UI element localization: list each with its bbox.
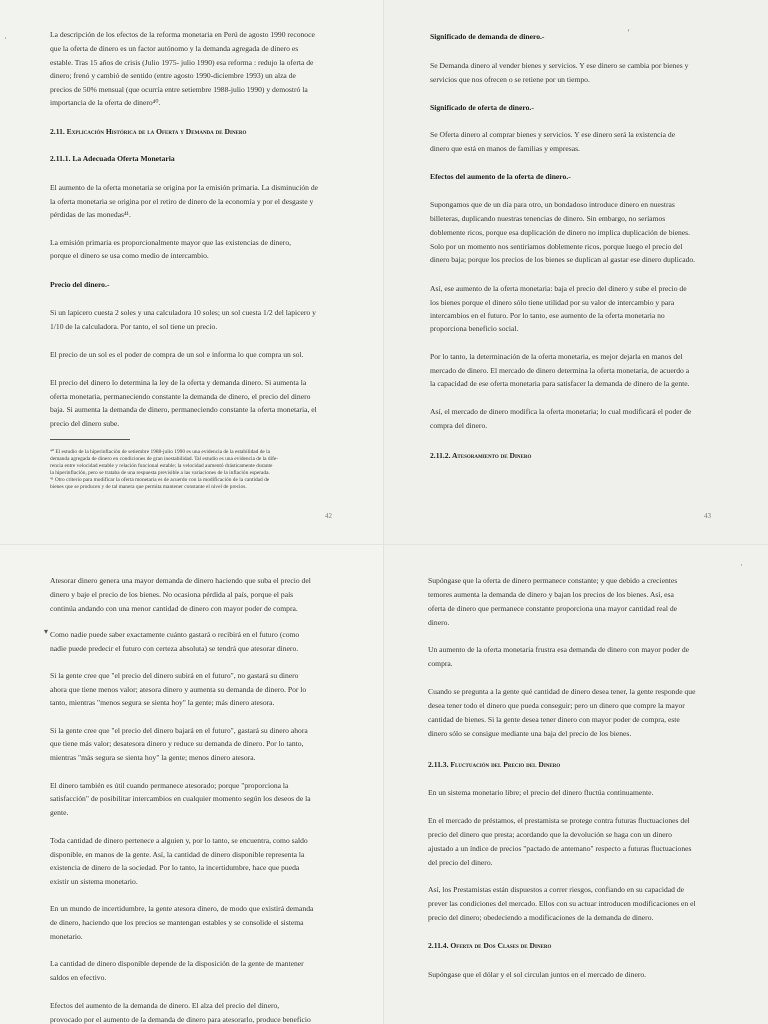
text-line: Así, ese aumento de la oferta monetaria: baja el precio del dinero y sube el precio de <box>430 284 687 293</box>
footnote-line: la hiperinflación, pero se trataba de una respuesta previsible a las variaciones de la inflación esperada. <box>50 470 270 476</box>
text-line: Toda cantidad de dinero pertenece a alguien y, por lo tanto, se encuentra, como saldo <box>50 836 308 845</box>
text-line: El precio de un sol es el poder de compra de un sol e informa lo que compra un sol. <box>50 350 304 359</box>
text-line: Así, los Prestamistas están dispuestos a correr riesgos, confiando en su capacidad de <box>428 885 685 894</box>
text-line: disponible, en manos de la gente. Así, la cantidad de dinero disponible representa la <box>50 850 305 859</box>
text-line: cantidad de bienes. Si la gente desea tener dinero con mayor poder de compra, este <box>428 715 680 724</box>
text-line: oferta monetaria, permaneciendo constante la demanda de dinero, el precio del dinero <box>50 392 311 401</box>
text-line: mercado de dinero. El mercado de dinero determina la oferta monetaria, de acuerdo a <box>430 366 690 375</box>
text-line: estable. Tras 15 años de crisis (Julio 1975- julio 1990) esa reforma : redujo la oferta de <box>50 58 314 67</box>
margin-speck: · <box>4 34 7 43</box>
text-line: intercambios en el futuro. Por lo tanto, ese aumento de la oferta monetaria no <box>430 311 665 320</box>
text-line: precio del dinero; obedeciendo a modificaciones de la demanda de dinero. <box>428 913 654 922</box>
text-line: billeteras, duplicando nuestras tenencias de dinero. Sin embargo, no seríamos <box>430 214 666 223</box>
text-line: desea tener todo el dinero que pueda conseguir; pero un dinero que compre la mayor <box>428 701 685 710</box>
footnote-line: ⁴⁰ El estudio de la hiperinflación de setiembre 1988-julio 1990 es una evidencia de la estabilidad de la <box>50 449 271 455</box>
text-line: Solo por un momento nos sentiríamos doblemente ricos, porque luego el precio del <box>430 242 683 251</box>
section-heading: 2.11.1. La Adecuada Oferta Monetaria <box>50 154 175 163</box>
text-line: dinero; frenó y cambió de sentido (entre agosto 1990-diciembre 1993) un alza de <box>50 71 296 80</box>
text-line: precios de 50% mensual (que ocurría entre setiembre 1988-julio 1990) y demostró la <box>50 85 308 94</box>
text-line: Supóngase que la oferta de dinero permanece constante; y que debido a crecientes <box>428 576 678 585</box>
text-line: compra. <box>428 659 453 668</box>
text-line: 1/10 de la calculadora. Por tanto, el sol tiene un precio. <box>50 322 218 331</box>
text-line: compra del dinero. <box>430 421 488 430</box>
text-line: monetario. <box>50 932 83 941</box>
text-line: existencia de dinero de la sociedad. Por lo tanto, la incertidumbre, hace que pueda <box>50 863 300 872</box>
text-line: dinero baja; porque los precios de los bienes se duplican al gastar ese dinero duplicado. <box>430 255 696 264</box>
text-line: existir un sistema monetario. <box>50 877 138 886</box>
scanned-page-43 <box>384 0 768 544</box>
margin-speck: ' <box>628 28 630 37</box>
text-line: La cantidad de dinero disponible depende de la disposición de la gente de mantener <box>50 959 304 968</box>
text-line: Supóngase que el dólar y el sol circulan juntos en el mercado de dinero. <box>428 970 647 979</box>
text-line: los bienes porque el dinero sólo tiene utilidad por su valor de intercambio y para <box>430 298 675 307</box>
text-line: Como nadie puede saber exactamente cuánto gastará o recibirá en el futuro (como <box>50 630 300 639</box>
text-line: la oferta monetaria se origina por el retiro de dinero de la economía y por el desgaste y <box>50 197 314 206</box>
text-line: Efectos del aumento de la demanda de dinero. El alza del precio del dinero, <box>50 1001 280 1010</box>
text-line: oferta de dinero que permanece constante proporciona una mayor cantidad real de <box>428 604 677 613</box>
section-heading: 2.11.4. Oferta de Dos Clases de Dinero <box>428 941 552 950</box>
text-line: importancia de la oferta de dinero⁴⁰. <box>50 98 161 107</box>
text-line: Se Demanda dinero al vender bienes y servicios. Y ese dinero se cambia por bienes y <box>430 61 689 70</box>
text-line: El aumento de la oferta monetaria se origina por la emisión primaria. La disminución de <box>50 183 319 192</box>
text-line: La emisión primaria es proporcionalmente mayor que las existencias de dinero, <box>50 238 292 247</box>
text-line: continúa andando con una menor cantidad de dinero con mayor poder de compra. <box>50 604 298 613</box>
footnote-line: ⁴¹ Otro criterio para modificar la oferta monetaria es de acuerdo con la modificación de la cantidad de <box>50 477 270 483</box>
text-line: En el mercado de préstamos, el prestamista se protege contra futuras fluctuaciones del <box>428 816 690 825</box>
text-line: precio del dinero sube. <box>50 419 120 428</box>
text-line: Si la gente cree que "el precio del dinero subirá en el futuro", no gastará su dinero <box>50 671 299 680</box>
text-line: que tiene más valor; desatesora dinero y reduce su demanda de dinero. Por lo tanto, <box>50 739 304 748</box>
section-heading: Significado de oferta de dinero.- <box>430 103 534 112</box>
section-heading: 2.11. Explicación Histórica de la Oferta y Demanda de Dinero <box>50 127 247 136</box>
text-line: tanto, mientras "menos segura se sienta hoy" la gente; más dinero atesora. <box>50 698 275 707</box>
text-line: la capacidad de ese oferta monetaria para satisfacer la demanda de dinero de la gente. <box>430 379 690 388</box>
text-line: de dinero, haciendo que los precios se mantengan estables y se consolide el sistema <box>50 918 304 927</box>
text-line: Si un lapicero cuesta 2 soles y una calculadora 10 soles; un sol cuesta 1/2 del lapicero y <box>50 308 316 317</box>
text-line: proporciona beneficio social. <box>430 324 519 333</box>
section-heading: Precio del dinero.- <box>50 280 110 289</box>
text-line: dinero que está en manos de familias y empresas. <box>430 144 580 153</box>
text-line: ajustado a un índice de precios "pactado de antemano" respecto a futuras fluctuaciones <box>428 844 692 853</box>
text-line: nadie puede predecir el futuro con certeza absoluta) se tendrá que atesorar dinero. <box>50 644 299 653</box>
text-line: Se Oferta dinero al comprar bienes y servicios. Y ese dinero será la existencia de <box>430 130 676 139</box>
section-heading: Efectos del aumento de la oferta de dinero.- <box>430 172 571 181</box>
text-line: Un aumento de la oferta monetaria frustra esa demanda de dinero con mayor poder de <box>428 645 690 654</box>
page-number: 42 <box>325 512 332 520</box>
text-line: Así, el mercado de dinero modifica la oferta monetaria; lo cual modificará el poder de <box>430 407 692 416</box>
text-line: Atesorar dinero genera una mayor demanda de dinero haciendo que suba el precio del <box>50 576 311 585</box>
text-line: ahora que tiene menos valor; atesora dinero y aumenta su demanda de dinero. Por lo <box>50 685 307 694</box>
section-heading: 2.11.2. Atesoramiento de Dinero <box>430 451 532 460</box>
text-line: Si la gente cree que "el precio del dinero bajará en el futuro", gastará su dinero ahora <box>50 726 308 735</box>
text-line: Supongamos que de un día para otro, un bondadoso introduce dinero en nuestras <box>430 200 675 209</box>
text-line: Por lo tanto, la determinación de la oferta monetaria, es mejor dejarla en manos del <box>430 352 683 361</box>
scanned-page-45 <box>384 544 768 1024</box>
scanned-page-44 <box>0 544 384 1024</box>
text-line: satisfacción" de posibilitar intercambios en cualquier momento según los deseos de la <box>50 794 311 803</box>
text-line: dinero y baje el precio de los bienes. No ocasiona pérdida al país, porque el país <box>50 590 294 599</box>
text-line: del precio del dinero. <box>428 858 493 867</box>
text-line: dinero. <box>428 618 450 627</box>
text-line: provocado por el aumento de la demanda de dinero para atesorarlo, produce beneficio <box>50 1015 311 1024</box>
text-line: saldos en efectivo. <box>50 973 107 982</box>
text-line: baja. Si aumenta la demanda de dinero, permaneciendo constante la oferta monetaria, el <box>50 405 317 414</box>
text-line: doblemente ricos, porque esa duplicación de dinero no implica duplicación de bienes. <box>430 228 691 237</box>
footnote-line: rencia entre velocidad estable y relación funcional estable; la velocidad aumentó drásticamente durante <box>50 463 273 469</box>
text-line: porque el dinero se usa como medio de intercambio. <box>50 251 209 260</box>
footnote-rule <box>50 439 130 440</box>
text-line: pérdidas de las monedas⁴¹. <box>50 210 131 219</box>
section-heading: Significado de demanda de dinero.- <box>430 32 545 41</box>
text-line: temores aumenta la demanda de dinero y bajan los precios de los bienes. Así, esa <box>428 590 674 599</box>
text-line: La descripción de los efectos de la reforma monetaria en Perú de agosto 1990 reconoce <box>50 30 315 39</box>
scanned-page-42 <box>0 0 384 544</box>
text-line: El dinero también es útil cuando permanece atesorado; porque "proporciona la <box>50 781 289 790</box>
text-line: prever las condiciones del mercado. Ellos con su actuar introducen modificaciones en el <box>428 899 696 908</box>
footnote-line: bienes que se producen y de tal manera que permita mantener constante el nivel de precios. <box>50 484 247 490</box>
text-line: En un sistema monetario libre; el precio del dinero fluctúa continuamente. <box>428 788 654 797</box>
text-line: servicios que nos ofrecen o se retiene por un tiempo. <box>430 75 590 84</box>
text-line: gente. <box>50 808 69 817</box>
page-number: 43 <box>704 512 711 520</box>
text-line: dinero sólo se consigue mediante una baja del precio de los bienes. <box>428 729 632 738</box>
text-line: mientras "más segura se sienta hoy" la gente; menos dinero atesora. <box>50 753 256 762</box>
margin-speck: · <box>740 561 743 570</box>
text-line: precio del dinero que presta; acordando que la devolución se haga con un dinero <box>428 830 672 839</box>
section-heading: 2.11.3. Fluctuación del Precio del Dinero <box>428 760 561 769</box>
text-line: El precio del dinero lo determina la ley de la oferta y demanda dinero. Si aumenta la <box>50 378 307 387</box>
text-line: que la oferta de dinero es un factor autónomo y la demanda agregada de dinero es <box>50 44 299 53</box>
text-line: En un mundo de incertidumbre, la gente atesora dinero, de modo que existirá demanda <box>50 904 314 913</box>
text-line: Cuando se pregunta a la gente qué cantidad de dinero desea tener, la gente responde que <box>428 687 696 696</box>
margin-speck: ▾ <box>44 627 49 636</box>
footnote-line: demanda agregada de dinero en condiciones de gran inestabilidad. Tal estudio es una evidencia de la dife- <box>50 456 279 462</box>
